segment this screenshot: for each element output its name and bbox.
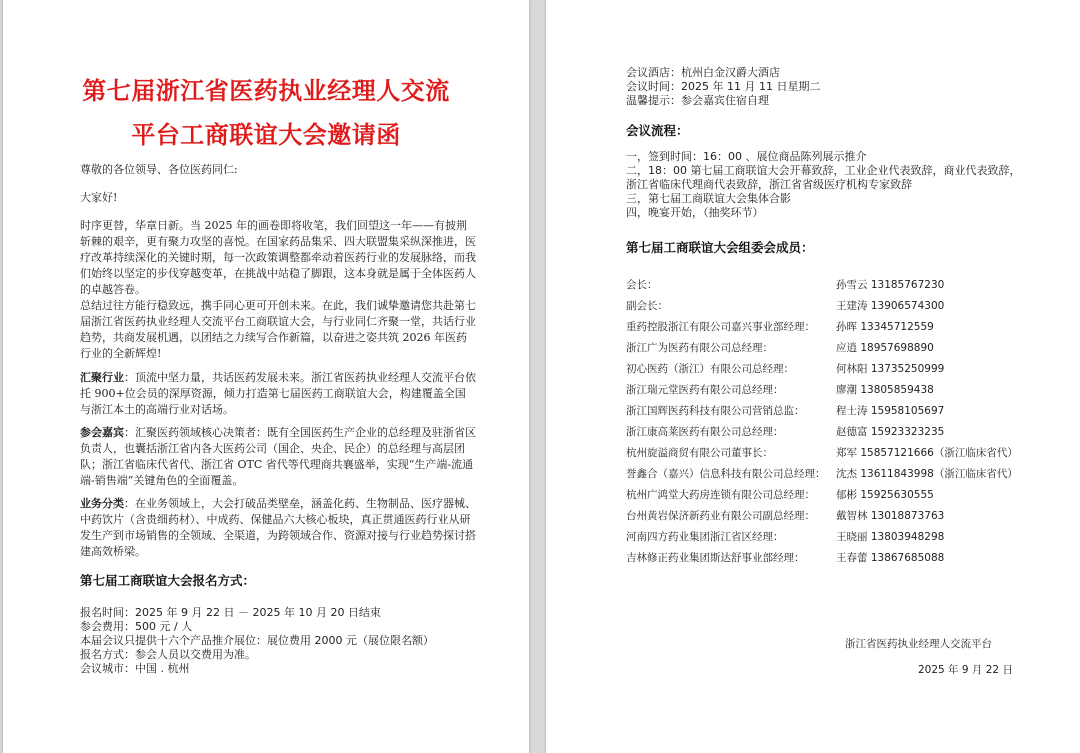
signature-organization: 浙江省医药执业经理人交流平台	[845, 638, 992, 650]
member-name: 郁彬 15925630555	[836, 489, 934, 501]
meeting-hotel: 会议酒店：杭州白金汉爵大酒店	[626, 66, 780, 79]
greeting: 大家好!	[80, 191, 118, 204]
member-name: 郑军 15857121666（浙江临床省代）	[836, 447, 1018, 459]
flow-step: 四，晚宴开始，（抽奖环节）	[626, 206, 764, 219]
member-role: 会长：	[626, 279, 658, 291]
member-role: 杭州旋溢商贸有限公司董事长：	[626, 447, 773, 459]
registration-method: 报名方式：参会人员以交费用为准。	[80, 648, 256, 661]
member-role: 杭州广鸿堂大药房连锁有限公司总经理：	[626, 489, 815, 501]
member-role: 吉林修正药业集团斯达舒事业部经理：	[626, 552, 805, 564]
member-role: 浙江康高莱医药有限公司总经理：	[626, 426, 784, 438]
page-left	[3, 0, 529, 753]
member-name: 应逍 18957698890	[836, 342, 934, 354]
member-role: 誉鑫合（嘉兴）信息科技有限公司总经理：	[626, 468, 826, 480]
member-role: 副会长：	[626, 300, 668, 312]
member-name: 王晓丽 13803948298	[836, 531, 945, 543]
member-role: 台州黄岩保济新药业有限公司副总经理：	[626, 510, 815, 522]
section-guests-text: ：汇聚医药领域核心决策者：既有全国医药生产企业的总经理及驻浙省区负责人，也囊括浙江省内各大医药公司（国企、央企、民企）的总经理与高层团队；浙江省临床代省代、浙江省 OTC 省代等代理商共襄盛举，实现“生产端-流通端-销售端”关键角色的全面覆盖。	[80, 426, 476, 487]
member-role: 浙江广为医药有限公司总经理：	[626, 342, 773, 354]
section-guests	[80, 425, 476, 489]
flow-step: 三，第七届工商联谊大会集体合影	[626, 192, 791, 205]
section-industry-label: 汇聚行业	[80, 371, 124, 384]
registration-time: 报名时间：2025 年 9 月 22 日 － 2025 年 10 月 20 日结束	[80, 606, 381, 619]
invitation-title-line2: 平台工商联谊大会邀请函	[131, 120, 401, 149]
meeting-time: 会议时间：2025 年 11 月 11 日星期二	[626, 80, 821, 93]
meeting-tip: 温馨提示：参会嘉宾住宿自理	[626, 94, 769, 107]
registration-heading: 第七届工商联谊大会报名方式：	[80, 573, 256, 588]
intro-paragraph: 时序更替，华章日新。当 2025 年的画卷即将收笔，我们回望这一年——有披荆斩棘的艰辛，更有聚力攻坚的喜悦。在国家药品集采、四大联盟集采纵深推进，医疗改革持续深化的关键时期，每一次政策调整都牵动着医药行业的发展脉络，而我们始终以坚定的步伐穿越变革，在挑战中站稳了脚跟，这本身就是属于全体医药人的卓越答卷。	[80, 219, 476, 296]
member-name: 王建涛 13906574300	[836, 300, 945, 312]
member-role: 浙江国辉医药科技有限公司营销总监：	[626, 405, 805, 417]
member-name: 沈杰 13611843998（浙江临床省代）	[836, 468, 1018, 480]
member-name: 廖潮 13805859438	[836, 384, 934, 396]
section-industry-text: ：顶流中坚力量，共话医药发展未来。浙江省医药执业经理人交流平台依托 900+位会员的深厚资源，倾力打造第七届医药工商联谊大会，构建覆盖全国与浙江本土的高端行业对话场。	[80, 371, 476, 416]
summary-paragraph: 总结过往方能行稳致远，携手同心更可开创未来。在此，我们诚挚邀请您共赴第七届浙江省医药执业经理人交流平台工商联谊大会，与行业同仁齐聚一堂，共话行业趋势，共商发展机遇，以团结之力续写合作新篇，以奋进之姿共筑 2026 年医药行业的全新辉煌!	[80, 299, 476, 360]
section-business-label: 业务分类	[80, 497, 124, 510]
flow-step: 浙江省临床代理商代表致辞，浙江省省级医疗机构专家致辞	[626, 178, 912, 191]
registration-city: 会议城市：中国 . 杭州	[80, 662, 190, 675]
committee-heading: 第七届工商联谊大会组委会成员：	[626, 240, 814, 255]
registration-fee: 参会费用：500 元 / 人	[80, 620, 193, 633]
member-role: 浙江瑞元堂医药有限公司总经理：	[626, 384, 784, 396]
member-name: 王春蕾 13867685088	[836, 552, 945, 564]
member-role: 河南四方药业集团浙江省区经理：	[626, 531, 784, 543]
member-name: 孙雪云 13185767230	[836, 279, 945, 291]
section-business-text: ：在业务领域上，大会打破品类壁垒，涵盖化药、生物制品、医疗器械、中药饮片（含贵细药材）、中成药、保健品六大核心板块，真正贯通医药行业从研发生产到市场销售的全领域、全渠道，为跨领域合作、资源对接与行业趋势探讨搭建高效桥梁。	[80, 497, 476, 558]
section-business	[80, 496, 476, 560]
flow-step: 二，18：00 第七届工商联谊大会开幕致辞，工业企业代表致辞，商业代表致辞，	[626, 164, 1021, 177]
member-name: 程士涛 15958105697	[836, 405, 945, 417]
member-role: 重药控股浙江有限公司嘉兴事业部经理：	[626, 321, 815, 333]
signature-date: 2025 年 9 月 22 日	[918, 664, 1013, 676]
registration-booth: 本届会议只提供十六个产品推介展位：展位费用 2000 元（展位限名额）	[80, 634, 434, 647]
flow-heading: 会议流程：	[626, 123, 689, 138]
member-name: 赵德富 15923323235	[836, 426, 945, 438]
member-name: 戴智林 13018873763	[836, 510, 945, 522]
member-name: 孙晖 13345712559	[836, 321, 934, 333]
invitation-title-line1: 第七届浙江省医药执业经理人交流	[82, 76, 450, 105]
salutation: 尊敬的各位领导、各位医药同仁:	[80, 163, 238, 176]
flow-step: 一，签到时间：16：00 、展位商品陈列展示推介	[626, 150, 867, 163]
member-name: 何林阳 13735250999	[836, 363, 945, 375]
section-industry	[80, 370, 476, 418]
member-role: 初心医药（浙江）有限公司总经理：	[626, 363, 794, 375]
page-right	[546, 0, 1080, 753]
section-guests-label: 参会嘉宾	[80, 426, 124, 439]
